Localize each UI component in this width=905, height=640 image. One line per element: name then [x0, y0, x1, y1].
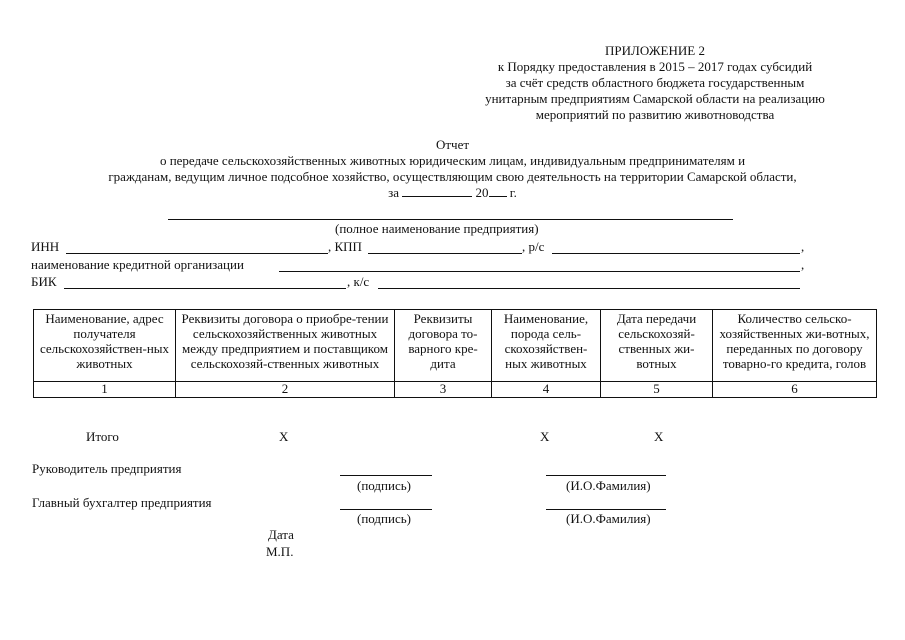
column-header: Дата передачи сельскохозяй-ственных жи-вотных — [601, 310, 713, 382]
period-suffix: г. — [509, 185, 517, 200]
kpp-label: , КПП — [328, 239, 362, 254]
totals-mark: Х — [279, 429, 289, 444]
year-blank[interactable] — [489, 185, 507, 197]
enterprise-caption: (полное наименование предприятия) — [335, 221, 539, 236]
bik-label: БИК — [31, 274, 57, 289]
column-number: 5 — [601, 382, 713, 398]
column-number: 1 — [34, 382, 176, 398]
kpp-field[interactable] — [368, 253, 522, 254]
bank-field[interactable] — [279, 271, 800, 272]
bik-field[interactable] — [64, 288, 346, 289]
period-year: 20 — [475, 185, 489, 200]
totals-mark: Х — [654, 429, 664, 444]
accountant-label: Главный бухгалтер предприятия — [32, 495, 212, 510]
appendix-line: мероприятий по развитию животноводства — [535, 107, 775, 122]
date-label: Дата — [268, 527, 294, 542]
column-header: Наименование, порода сель-скохозяйствен-ных животных — [492, 310, 601, 382]
column-header: Количество сельско-хозяйственных жи-вотных, переданных по договору товарно-го кредита, голов — [713, 310, 877, 382]
director-signature-line[interactable] — [340, 475, 432, 476]
column-header: Наименование, адрес получателя сельскохозяйствен-ных животных — [34, 310, 176, 382]
column-number: 6 — [713, 382, 877, 398]
line-comma: , — [801, 239, 805, 254]
seal-label: М.П. — [266, 544, 294, 559]
column-header: Реквизиты договора то-варного кре-дита — [395, 310, 492, 382]
appendix-title: ПРИЛОЖЕНИЕ 2 — [605, 43, 705, 58]
director-name-line[interactable] — [546, 475, 666, 476]
column-header: Реквизиты договора о приобре-тении сельскохозяйственных животных между предприятием и поставщиком сельскохозяй-ственных животных — [176, 310, 395, 382]
appendix-header — [430, 43, 880, 123]
report-title: Отчет — [435, 137, 470, 152]
director-label: Руководитель предприятия — [32, 461, 182, 476]
ks-field[interactable] — [378, 288, 800, 289]
appendix-line: за счёт средств областного бюджета государственным — [505, 75, 805, 90]
table-header-row — [34, 310, 877, 382]
line-comma: , — [801, 257, 805, 272]
rs-label: , р/с — [522, 239, 545, 254]
report-subtitle-line: гражданам, ведущим личное подсобное хозяйство, осуществляющим свою деятельность на территории Самарской области, — [108, 169, 797, 184]
report-subtitle-line: о передаче сельскохозяйственных животных юридическим лицам, индивидуальным предпринимателям и — [159, 153, 746, 168]
column-number: 4 — [492, 382, 601, 398]
signature-caption: (подпись) — [357, 511, 411, 526]
name-caption: (И.О.Фамилия) — [566, 511, 651, 526]
appendix-line: унитарным предприятиям Самарской области на реализацию — [485, 91, 825, 106]
accountant-signature-line[interactable] — [340, 509, 432, 510]
inn-label: ИНН — [31, 239, 60, 254]
totals-mark: Х — [540, 429, 550, 444]
bank-label: наименование кредитной организации — [31, 257, 244, 272]
totals-label: Итого — [86, 429, 119, 444]
accountant-name-line[interactable] — [546, 509, 666, 510]
appendix-line: к Порядку предоставления в 2015 – 2017 годах субсидий — [497, 59, 813, 74]
inn-field[interactable] — [66, 253, 328, 254]
table-number-row — [34, 382, 877, 398]
report-title-block — [0, 137, 905, 201]
rs-field[interactable] — [552, 253, 800, 254]
ks-label: , к/с — [347, 274, 370, 289]
name-caption: (И.О.Фамилия) — [566, 478, 651, 493]
signature-caption: (подпись) — [357, 478, 411, 493]
column-number: 3 — [395, 382, 492, 398]
period-blank[interactable] — [402, 185, 472, 197]
period-prefix: за — [388, 185, 400, 200]
enterprise-name-line[interactable] — [168, 219, 733, 220]
report-table — [33, 309, 877, 398]
column-number: 2 — [176, 382, 395, 398]
report-period — [0, 185, 905, 201]
